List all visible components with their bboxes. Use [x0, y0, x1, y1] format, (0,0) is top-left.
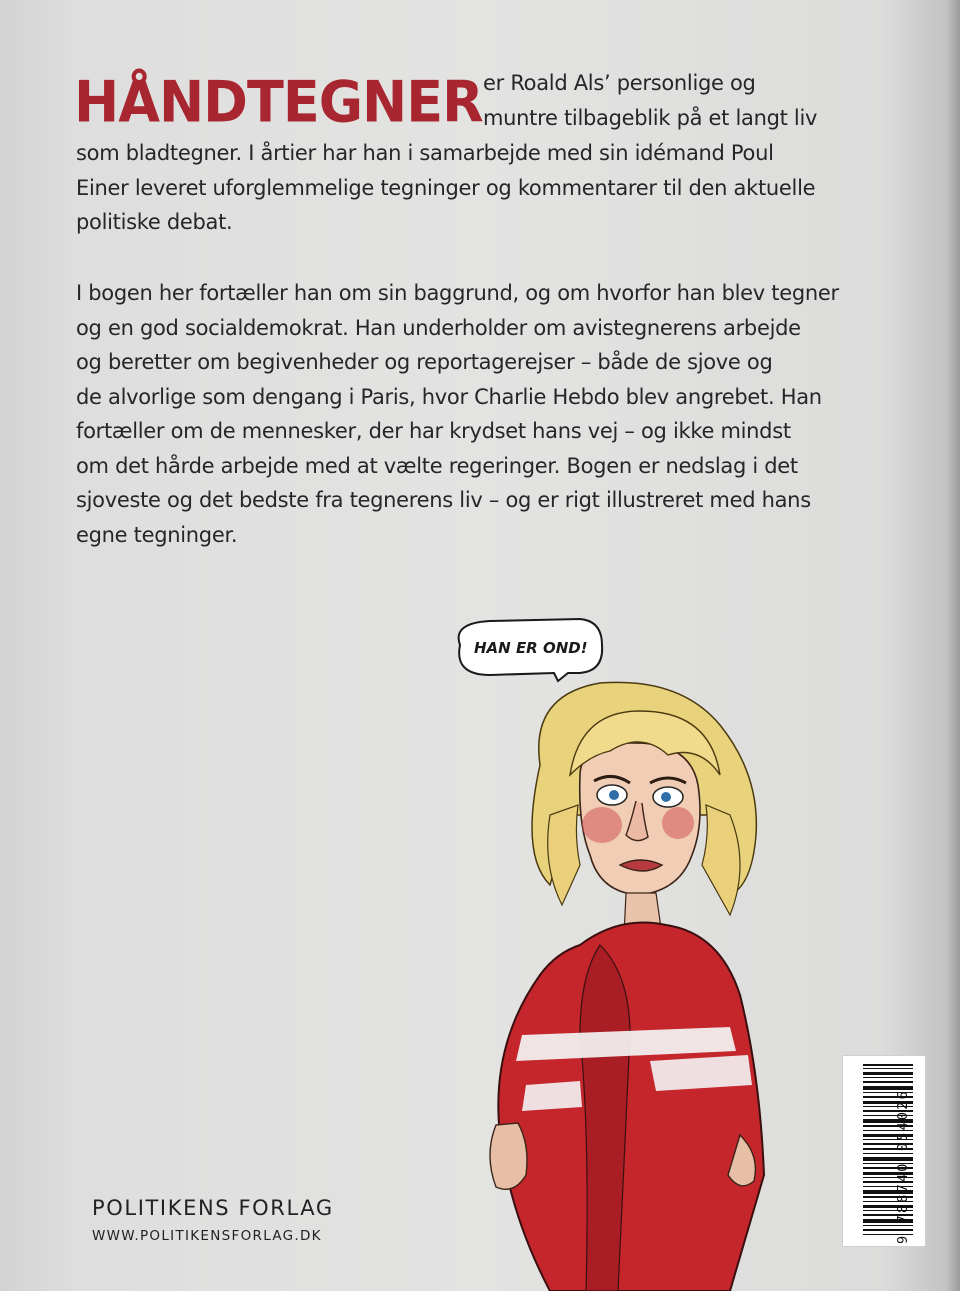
text-line: I bogen her fortæller han om sin baggrund, og om hvorfor han blev tegner	[76, 281, 839, 305]
text-line: er Roald Als’ personlige og	[483, 71, 756, 95]
isbn-number: 9 788740 054026	[895, 1089, 911, 1244]
text-line: egne tegninger.	[76, 522, 238, 547]
intro-text	[76, 136, 876, 240]
spine-shadow	[946, 0, 960, 1291]
description-paragraph	[76, 276, 876, 552]
text-line: om det hårde arbejde med at vælte regeringer. Bogen er nedslag i det	[76, 453, 798, 478]
book-title: HÅNDTEGNER	[74, 68, 483, 136]
speech-bubble	[459, 619, 603, 681]
text-line: sjoveste og det bedste fra tegnerens liv – og er rigt illustreret med hans	[76, 488, 811, 512]
intro-text-right	[483, 66, 843, 135]
text-line: fortæller om de mennesker, der har krydset hans vej – og ikke mindst	[76, 419, 791, 443]
text-line: muntre tilbageblik på et langt liv	[483, 105, 818, 130]
publisher-name: POLITIKENS FORLAG	[92, 1196, 334, 1220]
isbn-barcode	[842, 1055, 926, 1247]
text-line: de alvorlige som dengang i Paris, hvor Charlie Hebdo blev angrebet. Han	[76, 384, 822, 409]
speech-bubble-text: HAN ER OND!	[474, 639, 588, 657]
text-line: Einer leveret uforglemmelige tegninger og kommentarer til den aktuelle	[76, 175, 816, 200]
text-line: og beretter om begivenheder og reportagerejser – både de sjove og	[76, 350, 773, 374]
caricature-illustration	[430, 615, 800, 1291]
text-line: som bladtegner. I årtier har han i samarbejde med sin idémand Poul	[76, 141, 774, 165]
publisher-url: WWW.POLITIKENSFORLAG.DK	[92, 1228, 322, 1244]
text-line: politiske debat.	[76, 210, 233, 234]
barcode-bars	[843, 1056, 925, 1246]
text-line: og en god socialdemokrat. Han underholder om avistegnerens arbejde	[76, 315, 801, 340]
